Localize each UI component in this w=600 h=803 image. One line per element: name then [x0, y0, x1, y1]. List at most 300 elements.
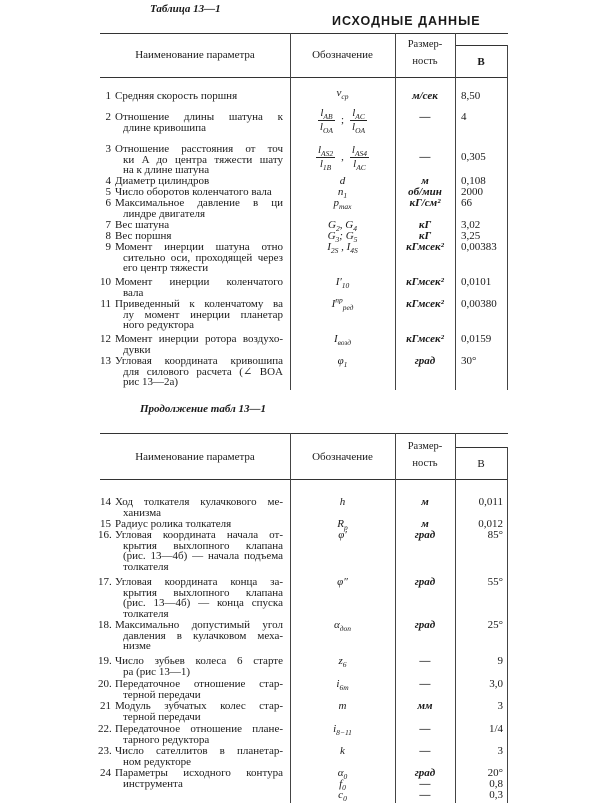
row-number: 24 — [100, 767, 111, 779]
parameter-name-line: Максимальное давление в ци — [115, 197, 283, 209]
symbol-base: i — [336, 678, 340, 690]
parameter-name — [115, 356, 283, 388]
symbol-subscript: ср — [341, 92, 349, 102]
parameter-name — [115, 656, 283, 677]
parameter-name-line: Передаточное отношение стар- — [115, 678, 283, 690]
parameter-name-line: сительно оси, проходящей через — [123, 251, 283, 264]
parameter-name-line: Диаметр цилиндров — [115, 175, 210, 187]
parameter-name-line: Угловая координата начала от- — [115, 529, 283, 541]
parameter-value: 0,0159 — [461, 333, 492, 345]
parameter-name-line: для силового расчета (∠ BOA — [123, 365, 283, 378]
parameter-symbol — [290, 355, 395, 370]
parameter-name-line: Отношение расстояния от точ — [115, 143, 283, 155]
parameter-name-line: Вес поршня — [115, 230, 172, 242]
symbol-base: p — [333, 197, 339, 209]
table-caption: Таблица 13—1 — [150, 3, 221, 15]
table-row — [98, 87, 508, 102]
row-number: 5 — [105, 186, 111, 198]
table-row — [98, 701, 508, 722]
symbol-base: l — [319, 157, 323, 170]
parameter-name-line: его центр тяжести — [123, 262, 209, 274]
symbol-base: l — [319, 120, 323, 133]
parameter-name-line: Параметры исходного контура — [115, 767, 283, 779]
parameter-name-line: Момент инерции шатуна отно — [115, 241, 283, 253]
parameter-name-line: давления в кулачковом меха- — [123, 629, 283, 642]
divider — [100, 433, 508, 434]
parameter-unit: м/сек — [412, 90, 438, 102]
parameter-name-line: Момент инерции ротора воздухо- — [115, 333, 283, 345]
row-number: 19. — [98, 655, 112, 667]
table-title: ИСХОДНЫЕ ДАННЫЕ — [332, 14, 481, 28]
parameter-unit: м — [421, 175, 429, 187]
parameter-symbol — [290, 333, 395, 348]
row-number: 15 — [100, 518, 111, 530]
parameter-unit: м — [421, 496, 429, 508]
symbol-base: d — [339, 175, 346, 187]
parameter-name-line: крытия выхлопного клапана — [123, 539, 283, 552]
parameter-name — [115, 144, 283, 176]
row-number: 23. — [98, 745, 112, 757]
parameter-name-line: (рис. 13—4б) — конца спуска — [123, 597, 283, 609]
parameter-symbol — [290, 530, 395, 541]
symbol-subscript: 2S — [330, 246, 339, 256]
header-unit — [395, 36, 455, 70]
parameter-symbol — [290, 678, 395, 693]
symbol-subscript: 0 — [342, 783, 346, 793]
parameter-value: 0,012 — [478, 518, 503, 530]
parameter-name — [115, 497, 283, 518]
header-unit — [395, 438, 455, 472]
parameter-unit: кГмсек² — [406, 333, 444, 345]
symbol-base: G — [328, 219, 336, 231]
parameter-value: 9 — [497, 655, 503, 667]
row-number: 9 — [105, 241, 111, 253]
divider — [100, 77, 508, 78]
table-row — [98, 242, 508, 274]
symbol-subscript: AS4 — [354, 149, 368, 159]
symbol-base: φ — [337, 355, 344, 367]
symbol-subscript: 8−11 — [336, 728, 352, 738]
parameter-unit: кГ — [418, 230, 432, 242]
parameter-name-line: линдре двигателя — [123, 207, 206, 220]
parameter-value: 2000 — [461, 186, 483, 198]
symbol-base: l — [317, 144, 322, 156]
parameter-unit: об/мин — [408, 186, 442, 198]
parameter-symbol — [290, 276, 395, 291]
parameter-symbol — [290, 219, 395, 234]
table-row — [98, 356, 508, 388]
symbol-base: R — [337, 518, 344, 530]
parameter-symbol — [290, 144, 395, 172]
parameter-name — [115, 768, 283, 789]
parameter-unit: — — [419, 151, 431, 163]
symbol-subscript: 1 — [343, 360, 348, 370]
parameter-name-line: дувки — [123, 343, 151, 356]
parameter-name — [115, 198, 283, 219]
symbol-fraction — [350, 107, 367, 135]
parameter-value: 0,00383 — [461, 241, 497, 253]
parameter-unit: — — [419, 778, 431, 790]
table-row — [98, 198, 508, 219]
symbol-base: h — [339, 496, 346, 508]
parameter-value: 0,3 — [489, 789, 503, 801]
parameter-name-line: на к длине шатуна — [123, 164, 210, 176]
parameter-unit: — — [419, 678, 431, 690]
header-variant: В — [477, 56, 485, 68]
table-row — [98, 186, 508, 201]
parameter-name-line: лу момент инерции планетар — [123, 308, 283, 321]
table-row — [98, 530, 508, 572]
parameter-name-line: инструмента — [123, 777, 183, 790]
parameter-unit: — — [419, 745, 431, 757]
symbol-base: c — [338, 789, 344, 801]
parameter-symbol — [290, 723, 395, 738]
parameter-unit: — — [419, 723, 431, 735]
symbol-base: v — [336, 87, 342, 99]
table-row — [98, 724, 508, 745]
symbol-subscript: 1B — [322, 162, 332, 172]
table-row — [98, 620, 508, 652]
symbol-subscript: 3 — [335, 235, 340, 245]
row-number: 4 — [105, 175, 111, 187]
table-row — [98, 746, 508, 767]
parameter-name — [115, 679, 283, 700]
symbol-base: n — [337, 186, 344, 198]
parameter-symbol — [290, 497, 395, 508]
table-row — [98, 230, 508, 245]
symbol-subscript: AS2 — [321, 149, 334, 159]
parameter-unit: кГмсек² — [406, 298, 444, 310]
row-number: 18. — [98, 619, 112, 631]
parameter-name — [115, 176, 283, 187]
parameter-name-line: Максимально допустимый угол — [115, 619, 283, 631]
table-row — [98, 679, 508, 700]
parameter-unit: мм — [417, 700, 433, 712]
symbol-base: l — [352, 107, 356, 119]
table-row — [98, 107, 508, 135]
symbol-subscript: р — [343, 523, 348, 533]
parameter-name-line: тарного редуктора — [123, 733, 210, 746]
header-unit-line1: Размер- — [407, 39, 443, 50]
parameter-symbol — [290, 790, 395, 801]
symbol-base: l — [352, 120, 356, 133]
row-number: 13 — [100, 355, 111, 367]
parameter-name-line: терной передачи — [123, 688, 201, 701]
parameter-value: 3,25 — [461, 230, 481, 242]
parameter-unit: — — [419, 789, 431, 801]
parameter-value: 3,0 — [489, 678, 503, 690]
parameter-symbol — [290, 87, 395, 102]
parameter-symbol — [290, 230, 395, 245]
table-row — [98, 277, 508, 298]
parameter-value: 3 — [497, 745, 503, 757]
parameter-name-line: Передаточное отношение плане- — [115, 723, 283, 735]
symbol-base: φ′ — [338, 529, 347, 541]
symbol-base: m — [338, 700, 347, 712]
symbol-base: i — [333, 723, 337, 735]
symbol-subscript: 4 — [353, 224, 357, 234]
symbol-subscript: возд — [337, 338, 352, 348]
symbol-subscript: AC — [356, 162, 366, 172]
parameter-symbol — [290, 655, 395, 670]
table-row — [98, 577, 508, 619]
header-symbol: Обозначение — [312, 451, 373, 463]
parameter-name-line: Момент инерции коленчатого — [115, 276, 283, 288]
symbol-base: k — [340, 745, 345, 757]
parameter-name-line: ном редукторе — [123, 755, 191, 768]
parameter-value: 0,0101 — [461, 276, 492, 288]
divider — [455, 45, 508, 46]
symbol-subscript: ред — [342, 303, 354, 313]
table-row — [98, 219, 508, 234]
parameter-value: 25° — [487, 619, 503, 631]
header-unit-line1: Размер- — [407, 441, 443, 452]
symbol-base: α — [337, 767, 344, 779]
parameter-name-line: ного редуктора — [123, 319, 194, 331]
symbol-subscript: 6т — [339, 683, 349, 693]
parameter-name-line: Приведенный к коленчатому ва — [115, 298, 283, 310]
table-row — [98, 144, 508, 176]
table-row — [98, 518, 508, 533]
row-number: 2 — [105, 111, 111, 123]
parameter-name-line: рис 13—2а) — [123, 376, 179, 388]
parameter-name-line: ра (рис 13—1) — [123, 665, 190, 678]
parameter-symbol — [290, 778, 395, 793]
parameter-value: 0,011 — [478, 496, 503, 508]
symbol-base: I′ — [335, 276, 342, 288]
table-row — [98, 334, 508, 355]
parameter-name-line: (рис. 13—4б) — начала подъема — [123, 550, 283, 562]
parameter-unit: — — [419, 655, 431, 667]
parameter-symbol — [290, 577, 395, 588]
parameter-symbol — [290, 767, 395, 782]
parameter-name-line: Отношение длины шатуна к — [115, 111, 283, 123]
parameter-unit: град — [414, 529, 436, 541]
parameter-name — [115, 91, 283, 102]
symbol-subscript: 10 — [341, 281, 350, 291]
symbol-fraction — [316, 144, 335, 172]
parameter-value: 66 — [461, 197, 472, 209]
symbol-subscript: 0 — [343, 772, 348, 782]
header-unit-line2: ность — [412, 56, 438, 67]
parameter-name-line: Радиус ролика толкателя — [115, 518, 232, 530]
parameter-unit: м — [421, 518, 429, 530]
symbol-subscript: max — [339, 202, 352, 212]
parameter-unit: кГмсек² — [406, 276, 444, 288]
parameter-name — [115, 220, 283, 231]
parameter-unit: град — [414, 619, 436, 631]
header-name: Наименование параметра — [135, 451, 255, 463]
parameter-symbol — [290, 701, 395, 712]
row-number: 11 — [100, 298, 111, 310]
symbol-base: I — [333, 333, 338, 345]
symbol-base: l — [320, 107, 324, 119]
parameter-value: 1/4 — [488, 723, 503, 735]
parameter-name-line: вала — [123, 286, 144, 299]
parameter-name-line: длине кривошипа — [123, 121, 206, 134]
parameter-name — [115, 334, 283, 355]
symbol-base: , G — [339, 219, 354, 231]
row-number: 21 — [100, 700, 111, 712]
parameter-name-line: толкателя — [123, 560, 169, 573]
symbol-superscript: пр — [335, 295, 343, 305]
symbol-subscript: 1 — [343, 191, 348, 201]
symbol-base: φ″ — [337, 576, 348, 588]
fraction-denominator — [316, 158, 335, 170]
parameter-symbol — [290, 107, 395, 135]
parameter-name — [115, 620, 283, 652]
row-number: 20. — [98, 678, 112, 690]
symbol-base: , I — [338, 241, 351, 253]
symbol-subscript: 0 — [343, 794, 347, 803]
parameter-name — [115, 519, 283, 530]
parameter-name — [115, 724, 283, 745]
parameter-name-line: Вес шатуна — [115, 219, 170, 231]
row-number: 10 — [100, 276, 111, 288]
symbol-base: f — [339, 778, 343, 790]
row-number: 1 — [105, 90, 111, 102]
symbol-base: l — [353, 157, 357, 170]
row-number: 6 — [105, 197, 111, 209]
symbol-subscript: 2 — [336, 224, 340, 234]
row-number: 7 — [105, 219, 111, 231]
parameter-value: 20° — [487, 767, 503, 779]
parameter-value: 30° — [461, 355, 477, 367]
parameter-name-line: Ход толкателя кулачкового ме- — [115, 496, 283, 508]
parameter-symbol — [290, 518, 395, 533]
fraction-numerator — [318, 108, 335, 121]
parameter-value: 55° — [487, 576, 503, 588]
parameter-name — [115, 242, 283, 274]
table-row — [98, 656, 508, 677]
parameter-name-line: низме — [123, 640, 151, 652]
parameter-symbol — [290, 176, 395, 187]
parameter-symbol — [290, 619, 395, 634]
row-number: 16. — [98, 529, 112, 541]
symbol-subscript: 6 — [342, 660, 347, 670]
row-number: 22. — [98, 723, 112, 735]
parameter-value: 0,00380 — [461, 298, 497, 310]
symbol-subscript: 5 — [353, 235, 358, 245]
table-row — [98, 295, 508, 331]
row-number: 17. — [98, 576, 112, 588]
symbol-base: α — [333, 619, 340, 631]
parameter-value: 8,50 — [461, 90, 481, 102]
parameter-symbol — [290, 241, 395, 256]
parameter-name — [115, 277, 283, 298]
parameter-name — [115, 187, 283, 198]
parameter-name — [115, 746, 283, 767]
symbol-base: G — [327, 230, 336, 242]
parameter-name-line: Число зубьев колеса 6 старте — [115, 655, 283, 667]
header-unit-line2: ность — [412, 458, 438, 469]
row-number: 8 — [105, 230, 111, 242]
fraction-denominator — [350, 121, 367, 133]
symbol-subscript: AC — [355, 112, 365, 122]
row-number: 14 — [100, 496, 111, 508]
symbol-fraction — [318, 107, 335, 135]
parameter-value: 0,108 — [461, 175, 486, 187]
parameter-unit: кГ — [418, 219, 432, 231]
parameter-symbol — [290, 186, 395, 201]
divider — [100, 479, 508, 480]
parameter-name-line: ки A до центра тяжести шату — [123, 153, 283, 166]
symbol-subscript: 4S — [350, 246, 358, 256]
parameter-name — [115, 231, 283, 242]
parameter-value: 85° — [487, 529, 503, 541]
symbol-subscript: AB — [323, 112, 333, 122]
parameter-name-line: терной передачи — [123, 710, 201, 723]
symbol-base: I — [331, 298, 336, 310]
symbol-base: ; G — [339, 230, 354, 242]
parameter-unit: кГмсек² — [406, 241, 444, 253]
parameter-value: 4 — [461, 111, 467, 123]
table-caption: Продолжение табл 13—1 — [140, 403, 266, 415]
parameter-unit: кГ/см² — [409, 197, 441, 209]
parameter-name — [115, 701, 283, 722]
table-row — [98, 497, 508, 518]
parameter-name-line: Число оборотов коленчатого вала — [115, 186, 272, 198]
symbol-separator: , — [341, 150, 344, 163]
row-number: 3 — [105, 143, 111, 155]
symbol-base: z — [338, 655, 343, 667]
parameter-symbol — [290, 746, 395, 757]
fraction-numerator — [350, 108, 367, 121]
parameter-name — [115, 112, 283, 133]
fraction-numerator — [350, 145, 369, 158]
header-symbol: Обозначение — [312, 49, 373, 61]
parameter-value: 0,305 — [461, 151, 486, 163]
parameter-unit: град — [414, 767, 436, 779]
parameter-symbol — [290, 197, 395, 212]
parameter-value: 0,8 — [489, 778, 503, 790]
parameter-name-line: Угловая координата кривошипа — [115, 355, 283, 367]
parameter-name-line: толкателя — [123, 607, 169, 620]
parameter-name — [115, 299, 283, 331]
fraction-denominator — [350, 158, 369, 170]
fraction-denominator — [318, 121, 335, 133]
symbol-separator: ; — [340, 113, 345, 126]
symbol-subscript: OA — [322, 125, 333, 135]
parameter-name-line: Число сателлитов в планетар- — [115, 745, 283, 757]
parameter-name — [115, 530, 283, 572]
divider — [455, 447, 508, 448]
parameter-name-line: ханизма — [123, 506, 161, 519]
parameter-name — [115, 577, 283, 619]
symbol-base: l — [351, 144, 355, 156]
divider — [100, 33, 508, 34]
parameter-unit: — — [419, 111, 431, 123]
header-variant: В — [477, 458, 485, 470]
header-name: Наименование параметра — [135, 49, 255, 61]
fraction-numerator — [316, 145, 335, 158]
parameter-symbol — [290, 295, 395, 313]
parameter-name-line: крытия выхлопного клапана — [123, 586, 283, 599]
parameter-value: 3 — [497, 700, 503, 712]
row-number: 12 — [100, 333, 111, 345]
parameter-name-line: Модуль зубчатых колес стар- — [115, 700, 283, 712]
table-row — [98, 176, 508, 187]
parameter-value: 3,02 — [461, 219, 481, 231]
symbol-subscript: OA — [355, 125, 366, 135]
symbol-subscript: доп — [339, 624, 352, 634]
symbol-fraction — [350, 144, 369, 172]
parameter-unit: град — [414, 355, 436, 367]
parameter-unit: град — [414, 576, 436, 588]
parameter-name-line: Угловая координата конца за- — [115, 576, 283, 588]
symbol-base: I — [327, 241, 331, 253]
parameter-name-line: Средняя скорость поршня — [115, 90, 238, 102]
